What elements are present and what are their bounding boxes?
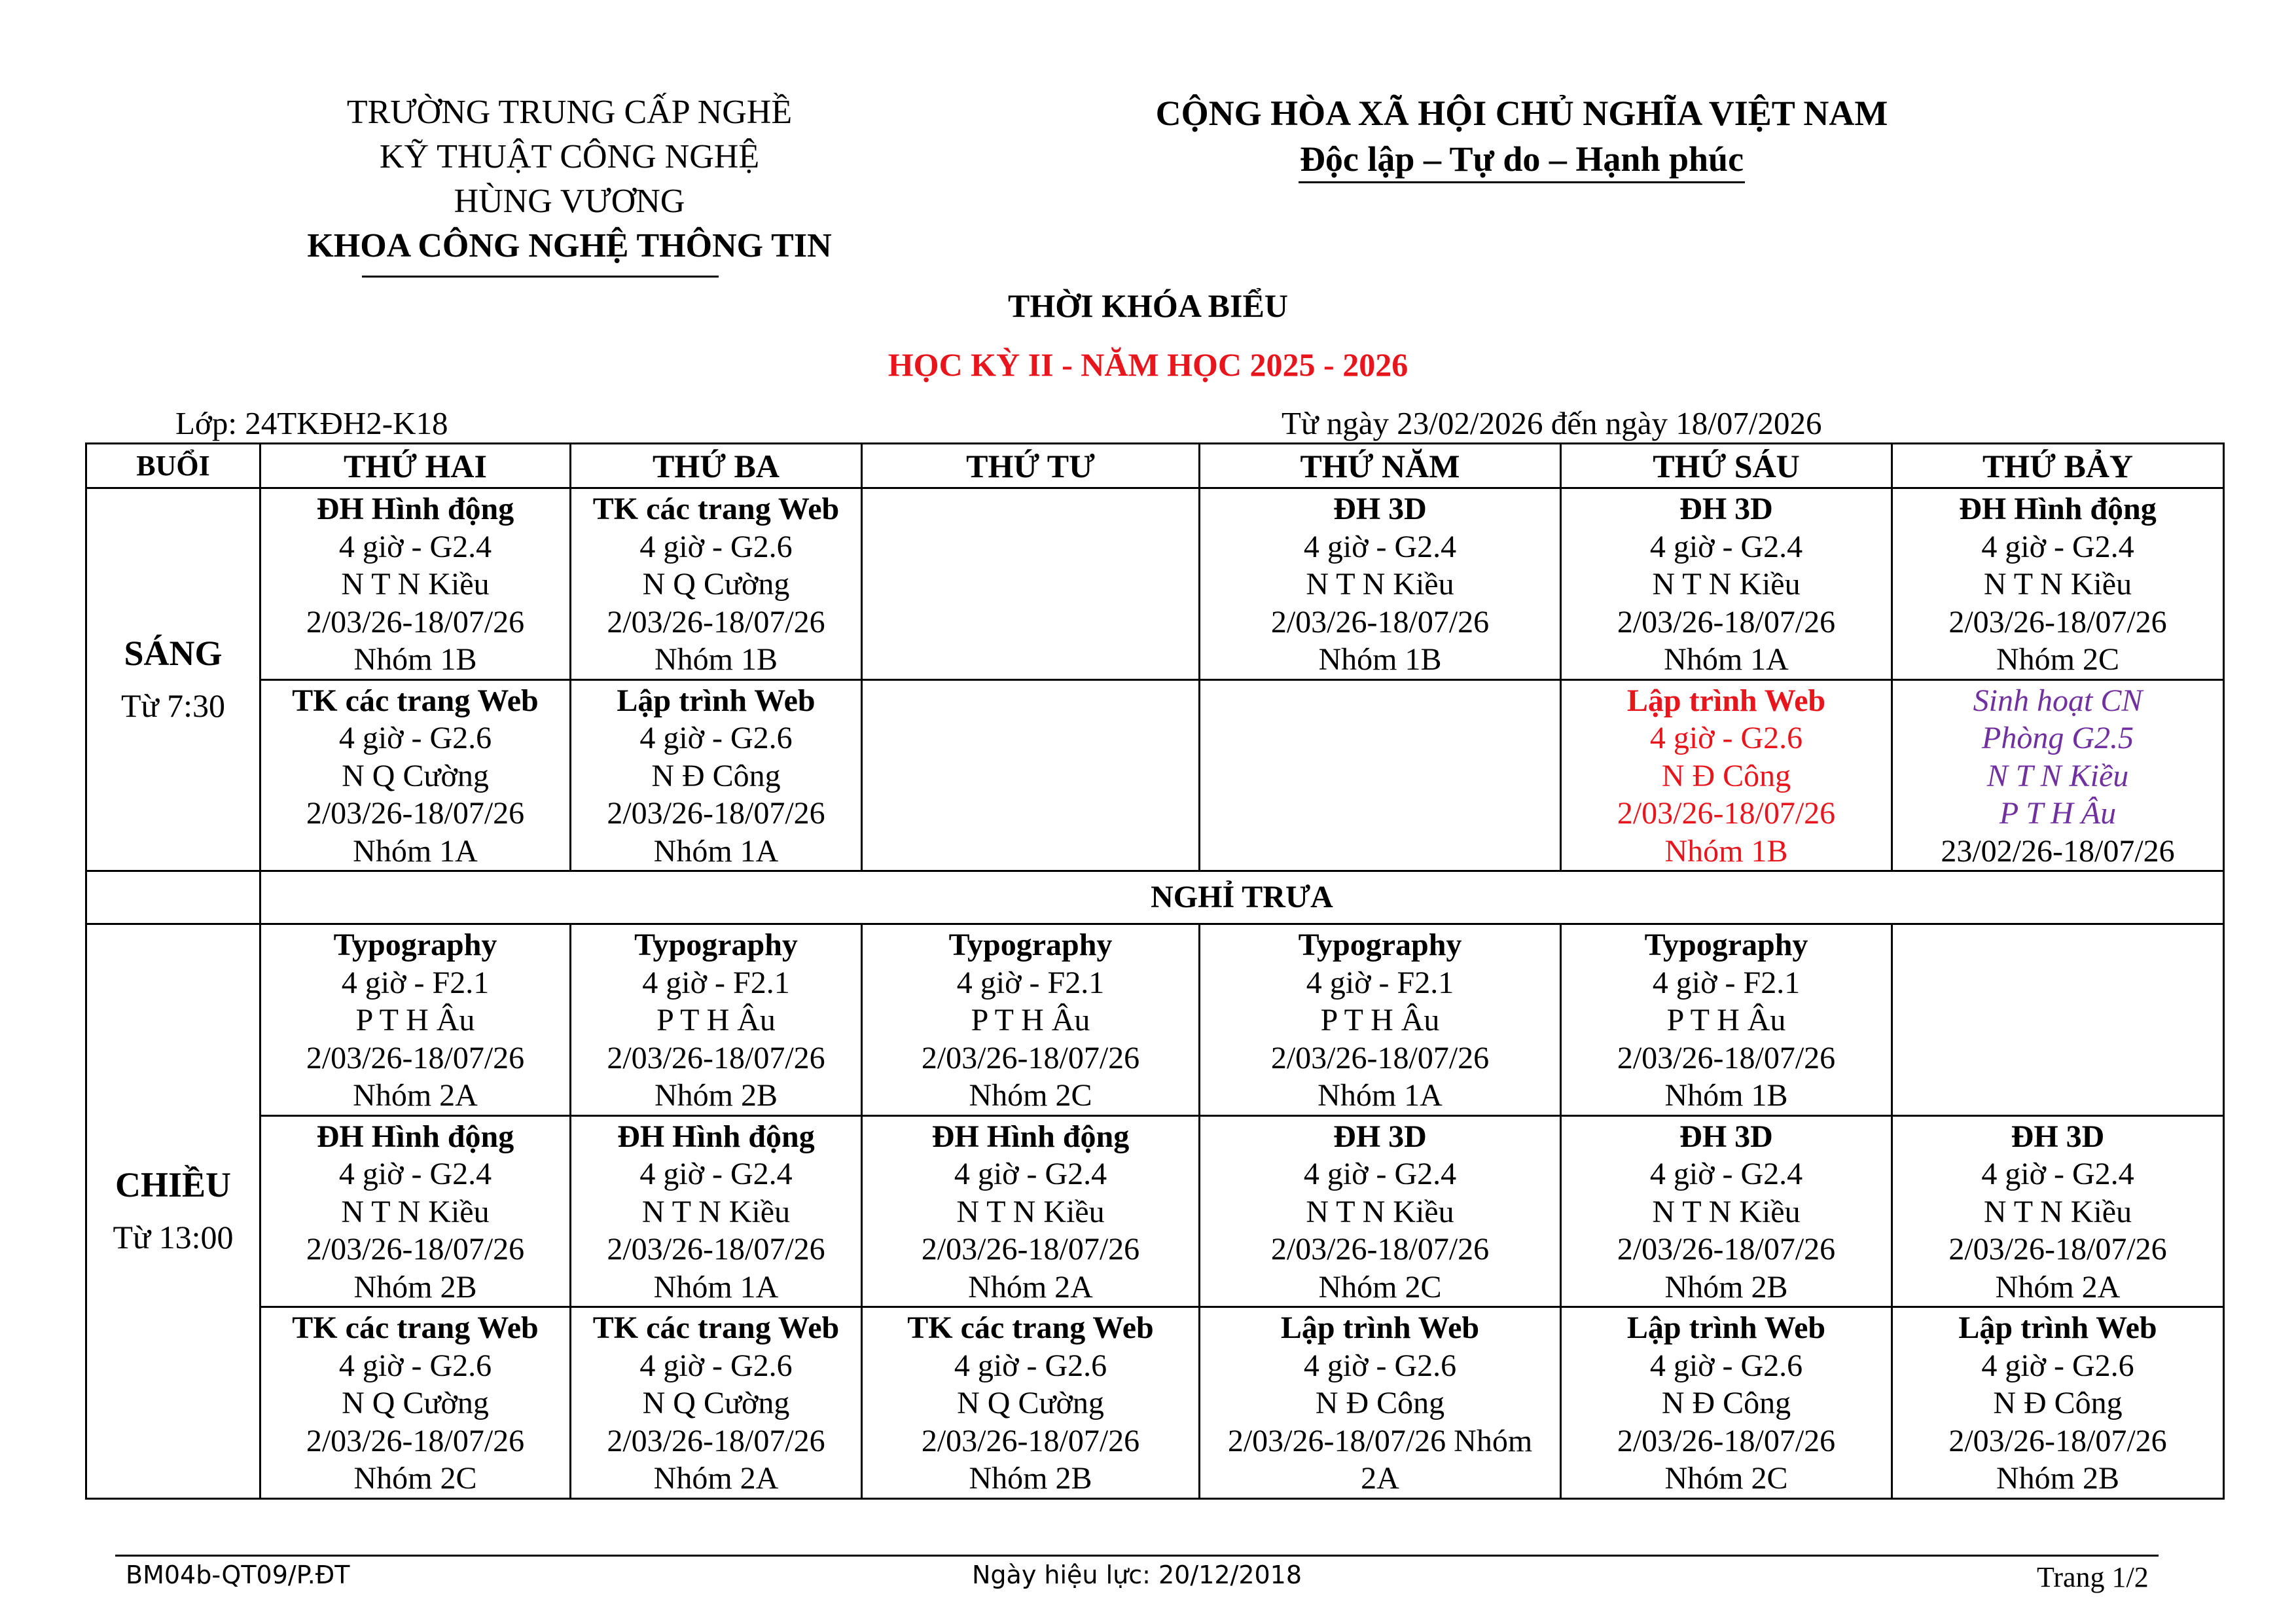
slot-detail: Nhóm 1A xyxy=(653,1269,779,1305)
slot-detail: 4 giờ - F2.1 xyxy=(642,965,790,1000)
subject-name: Lập trình Web xyxy=(1958,1310,2157,1345)
slot-detail: Nhóm 1B xyxy=(1664,1078,1788,1113)
nation-header xyxy=(1073,90,1970,182)
slot-detail: 4 giờ - G2.6 xyxy=(1303,1348,1457,1383)
slot-detail: N T N Kiều xyxy=(341,1194,490,1229)
slot-detail: 2/03/26-18/07/26 xyxy=(607,796,825,831)
class-slot xyxy=(571,488,862,680)
column-header-day: THỨ HAI xyxy=(260,444,571,488)
slot-detail: 2/03/26-18/07/26 xyxy=(1617,796,1836,831)
slot-detail: Nhóm 2B xyxy=(353,1269,477,1305)
slot-detail: N Q Cường xyxy=(342,1386,489,1420)
department-name: KHOA CÔNG NGHỆ THÔNG TIN xyxy=(307,227,832,264)
class-slot xyxy=(1892,679,2224,871)
class-slot xyxy=(862,488,1200,680)
slot-detail: Nhóm 1A xyxy=(1664,642,1789,677)
slot-detail: 2/03/26-18/07/26 xyxy=(1270,604,1490,640)
class-slot xyxy=(260,679,571,871)
slot-detail: Phòng G2.5 xyxy=(1982,721,2134,755)
subject-name: ĐH 3D xyxy=(1333,1119,1427,1154)
afternoon-row xyxy=(86,924,2224,1116)
slot-detail: Nhóm 2A xyxy=(353,1078,478,1113)
slot-detail: 2/03/26-18/07/26 xyxy=(607,1423,825,1458)
slot-detail: N T N Kiều xyxy=(641,1194,791,1229)
subject-name: Typography xyxy=(333,928,497,962)
subject-name: TK các trang Web xyxy=(292,1310,539,1345)
slot-detail: N T N Kiều xyxy=(1652,567,1801,602)
class-slot xyxy=(1892,488,2224,680)
effective-date: Ngày hiệu lực: 20/12/2018 xyxy=(972,1561,1302,1589)
slot-detail: P T H Âu xyxy=(656,1003,776,1038)
slot-detail: N T N Kiều xyxy=(1306,567,1454,602)
slot-detail: Nhóm 2C xyxy=(969,1078,1092,1113)
slot-detail: Nhóm 1B xyxy=(1318,642,1442,677)
slot-detail: N Đ Công xyxy=(651,758,781,793)
slot-detail: N Q Cường xyxy=(342,758,489,793)
slot-detail: Nhóm 1A xyxy=(353,833,478,869)
afternoon-session-cell xyxy=(86,924,260,1499)
school-header xyxy=(177,90,962,268)
slot-detail: 2/03/26-18/07/26 xyxy=(921,1232,1140,1267)
subject-name: ĐH 3D xyxy=(2011,1119,2105,1154)
slot-detail: 2/03/26-18/07/26 xyxy=(1617,1232,1836,1267)
class-slot xyxy=(1561,679,1892,871)
slot-detail: Nhóm 2A xyxy=(968,1269,1093,1305)
slot-detail: 2/03/26-18/07/26 xyxy=(1270,1040,1490,1075)
slot-detail: Nhóm 1A xyxy=(653,833,779,869)
slot-detail: 4 giờ - G2.4 xyxy=(1981,1157,2134,1191)
subject-name: ĐH Hình động xyxy=(316,1119,514,1154)
slot-detail: N Đ Công xyxy=(1993,1386,2123,1420)
class-slot xyxy=(1200,1115,1561,1307)
subject-name: ĐH 3D xyxy=(1679,1119,1773,1154)
slot-detail: Nhóm 2B xyxy=(654,1078,778,1113)
slot-detail: N T N Kiều xyxy=(956,1194,1105,1229)
motto xyxy=(1073,136,1970,182)
slot-detail: N T N Kiều xyxy=(1986,758,2129,793)
class-slot xyxy=(260,1307,571,1499)
session-name: CHIỀU xyxy=(115,1165,232,1205)
morning-session-cell xyxy=(86,488,260,871)
slot-detail: 4 giờ - G2.6 xyxy=(954,1348,1107,1383)
column-header-day: THỨ NĂM xyxy=(1200,444,1561,488)
subject-name: Lập trình Web xyxy=(1280,1310,1480,1345)
class-slot xyxy=(1200,488,1561,680)
subject-name: ĐH Hình động xyxy=(617,1119,815,1154)
afternoon-row xyxy=(86,1115,2224,1307)
slot-detail: 4 giờ - G2.6 xyxy=(338,721,492,755)
slot-detail: Nhóm 2C xyxy=(1664,1461,1788,1496)
class-slot xyxy=(1200,924,1561,1116)
slot-detail: 2/03/26-18/07/26 xyxy=(1948,604,2167,640)
class-slot xyxy=(260,924,571,1116)
subject-name: Lập trình Web xyxy=(1626,683,1826,718)
slot-detail: 4 giờ - G2.6 xyxy=(1649,1348,1803,1383)
slot-detail: Nhóm 2A xyxy=(653,1461,779,1496)
column-header-day: THỨ BA xyxy=(571,444,862,488)
school-name-line3: HÙNG VƯƠNG xyxy=(454,183,685,220)
subject-name: Typography xyxy=(948,928,1113,962)
slot-detail: 4 giờ - F2.1 xyxy=(1306,965,1454,1000)
subject-name: Sinh hoạt CN xyxy=(1973,683,2143,718)
slot-detail: Nhóm 1B xyxy=(353,642,477,677)
slot-detail: 2/03/26-18/07/26 xyxy=(306,604,525,640)
column-header-day: THỨ SÁU xyxy=(1561,444,1892,488)
slot-detail: 2/03/26-18/07/26 xyxy=(1617,1040,1836,1075)
session-time: Từ 13:00 xyxy=(113,1219,234,1256)
slot-detail: Nhóm 1A xyxy=(1318,1078,1443,1113)
slot-detail: 4 giờ - G2.6 xyxy=(1981,1348,2134,1383)
slot-detail: 4 giờ - G2.4 xyxy=(1649,529,1803,564)
subject-name: ĐH 3D xyxy=(1679,492,1773,526)
slot-detail: 4 giờ - G2.4 xyxy=(639,1157,793,1191)
slot-detail: 4 giờ - G2.4 xyxy=(338,529,492,564)
class-slot xyxy=(1892,924,2224,1116)
subject-name: Typography xyxy=(1644,928,1808,962)
footer-divider xyxy=(115,1555,2159,1557)
session-name: SÁNG xyxy=(124,634,223,673)
class-slot xyxy=(260,488,571,680)
timetable xyxy=(85,442,2225,1500)
slot-detail: 4 giờ - G2.6 xyxy=(639,1348,793,1383)
date-range: Từ ngày 23/02/2026 đến ngày 18/07/2026 xyxy=(1282,405,1822,441)
slot-detail: 2/03/26-18/07/26 xyxy=(1948,1423,2167,1458)
slot-detail: 4 giờ - G2.4 xyxy=(338,1157,492,1191)
header-underline xyxy=(362,276,719,278)
column-header-day: THỨ TƯ xyxy=(862,444,1200,488)
form-code: BM04b-QT09/P.ĐT xyxy=(126,1561,350,1589)
subject-name: TK các trang Web xyxy=(592,1310,840,1345)
slot-detail: 2/03/26-18/07/26 xyxy=(306,1232,525,1267)
slot-detail: N Q Cường xyxy=(957,1386,1104,1420)
slot-detail: N Q Cường xyxy=(642,567,790,602)
slot-detail: 4 giờ - G2.4 xyxy=(1303,1157,1457,1191)
slot-detail: 4 giờ - G2.4 xyxy=(954,1157,1107,1191)
slot-detail: 4 giờ - G2.6 xyxy=(639,529,793,564)
slot-detail: 4 giờ - G2.6 xyxy=(639,721,793,755)
subject-name: ĐH 3D xyxy=(1333,492,1427,526)
column-header-day: THỨ BẢY xyxy=(1892,444,2224,488)
subject-name: Typography xyxy=(634,928,798,962)
class-slot xyxy=(571,1115,862,1307)
slot-detail: Nhóm 2B xyxy=(1996,1461,2119,1496)
header-row xyxy=(86,444,2224,488)
class-slot xyxy=(1892,1115,2224,1307)
slot-detail: 2/03/26-18/07/26 xyxy=(306,796,525,831)
subject-name: TK các trang Web xyxy=(592,492,840,526)
lunch-row xyxy=(86,871,2224,924)
class-slot xyxy=(862,1307,1200,1499)
slot-detail: N T N Kiều xyxy=(1652,1194,1801,1229)
school-name-line2: KỸ THUẬT CÔNG NGHỆ xyxy=(379,138,760,175)
slot-detail: Nhóm 2C xyxy=(353,1461,477,1496)
subject-name: TK các trang Web xyxy=(292,683,539,718)
subject-name: ĐH Hình động xyxy=(931,1119,1130,1154)
morning-row xyxy=(86,488,2224,680)
slot-detail: 4 giờ - F2.1 xyxy=(1652,965,1801,1000)
slot-detail: 23/02/26-18/07/26 xyxy=(1941,833,2175,869)
subject-name: Typography xyxy=(1298,928,1462,962)
slot-detail: 4 giờ - G2.4 xyxy=(1649,1157,1803,1191)
class-slot xyxy=(571,1307,862,1499)
class-slot xyxy=(1200,1307,1561,1499)
slot-detail: 2/03/26-18/07/26 xyxy=(607,604,825,640)
slot-detail: 2/03/26-18/07/26 xyxy=(1270,1232,1490,1267)
slot-detail: 2/03/26-18/07/26 xyxy=(921,1040,1140,1075)
lunch-break: NGHỈ TRƯA xyxy=(260,871,2224,924)
class-slot xyxy=(571,924,862,1116)
slot-detail: 4 giờ - G2.6 xyxy=(338,1348,492,1383)
nation-title: CỘNG HÒA XÃ HỘI CHỦ NGHĨA VIỆT NAM xyxy=(1155,94,1888,133)
slot-detail: Nhóm 2C xyxy=(1318,1269,1442,1305)
slot-detail: Nhóm 2A xyxy=(1995,1269,2121,1305)
subject-name: ĐH Hình động xyxy=(1959,492,2157,526)
slot-detail: N Đ Công xyxy=(1315,1386,1445,1420)
slot-detail: 2/03/26-18/07/26 xyxy=(306,1040,525,1075)
slot-detail: 2/03/26-18/07/26 xyxy=(1617,1423,1836,1458)
morning-row xyxy=(86,679,2224,871)
slot-detail: 4 giờ - G2.6 xyxy=(1649,721,1803,755)
school-name-line1: TRƯỜNG TRUNG CẤP NGHỀ xyxy=(346,94,793,131)
slot-detail: 2/03/26-18/07/26 xyxy=(921,1423,1140,1458)
slot-detail: Nhóm 2C xyxy=(1996,642,2119,677)
slot-detail: 2/03/26-18/07/26 xyxy=(1617,604,1836,640)
slot-detail: 4 giờ - G2.4 xyxy=(1303,529,1457,564)
subject-name: TK các trang Web xyxy=(907,1310,1154,1345)
slot-detail: P T H Âu xyxy=(355,1003,475,1038)
class-slot xyxy=(571,679,862,871)
slot-detail: Nhóm 2B xyxy=(969,1461,1092,1496)
subject-name: Lập trình Web xyxy=(1626,1310,1826,1345)
slot-detail: P T H Âu xyxy=(1999,796,2117,831)
slot-detail: P T H Âu xyxy=(1666,1003,1786,1038)
slot-detail: 2/03/26-18/07/26 Nhóm xyxy=(1227,1423,1533,1458)
slot-detail: N Q Cường xyxy=(642,1386,790,1420)
slot-detail: 2/03/26-18/07/26 xyxy=(607,1232,825,1267)
class-slot xyxy=(1561,924,1892,1116)
slot-detail: 4 giờ - F2.1 xyxy=(341,965,490,1000)
slot-detail: 4 giờ - G2.4 xyxy=(1981,529,2134,564)
slot-detail: 2/03/26-18/07/26 xyxy=(607,1040,825,1075)
session-time: Từ 7:30 xyxy=(120,687,226,724)
class-slot xyxy=(1561,488,1892,680)
page-number: Trang 1/2 xyxy=(2037,1561,2149,1593)
slot-detail: P T H Âu xyxy=(971,1003,1090,1038)
slot-detail: 4 giờ - F2.1 xyxy=(956,965,1105,1000)
class-slot xyxy=(1892,1307,2224,1499)
slot-detail: Nhóm 2B xyxy=(1664,1269,1788,1305)
class-slot xyxy=(862,1115,1200,1307)
slot-detail: Nhóm 1B xyxy=(654,642,778,677)
afternoon-row xyxy=(86,1307,2224,1499)
class-slot xyxy=(1561,1115,1892,1307)
semester-title: HỌC KỲ II - NĂM HỌC 2025 - 2026 xyxy=(888,346,1408,383)
slot-detail: N T N Kiều xyxy=(1983,1194,2132,1229)
column-header-session: BUỔI xyxy=(86,444,260,488)
class-slot xyxy=(862,924,1200,1116)
slot-detail: N Đ Công xyxy=(1661,1386,1791,1420)
motto-text: Độc lập – Tự do – Hạnh phúc xyxy=(1299,139,1745,183)
class-slot xyxy=(862,679,1200,871)
lunch-session-cell xyxy=(86,871,260,924)
class-slot xyxy=(260,1115,571,1307)
slot-detail: N Đ Công xyxy=(1661,758,1791,793)
slot-detail: 2A xyxy=(1361,1461,1399,1496)
class-slot xyxy=(1561,1307,1892,1499)
slot-detail: Nhóm 1B xyxy=(1664,833,1788,869)
subject-name: Lập trình Web xyxy=(617,683,816,718)
slot-detail: N T N Kiều xyxy=(341,567,490,602)
class-label: Lớp: 24TKĐH2-K18 xyxy=(175,405,448,441)
slot-detail: P T H Âu xyxy=(1320,1003,1440,1038)
slot-detail: 2/03/26-18/07/26 xyxy=(306,1423,525,1458)
class-slot xyxy=(1200,679,1561,871)
page-title: THỜI KHÓA BIỂU xyxy=(1008,287,1288,324)
slot-detail: N T N Kiều xyxy=(1983,567,2132,602)
subject-name: ĐH Hình động xyxy=(316,492,514,526)
slot-detail: 2/03/26-18/07/26 xyxy=(1948,1232,2167,1267)
slot-detail: N T N Kiều xyxy=(1306,1194,1454,1229)
